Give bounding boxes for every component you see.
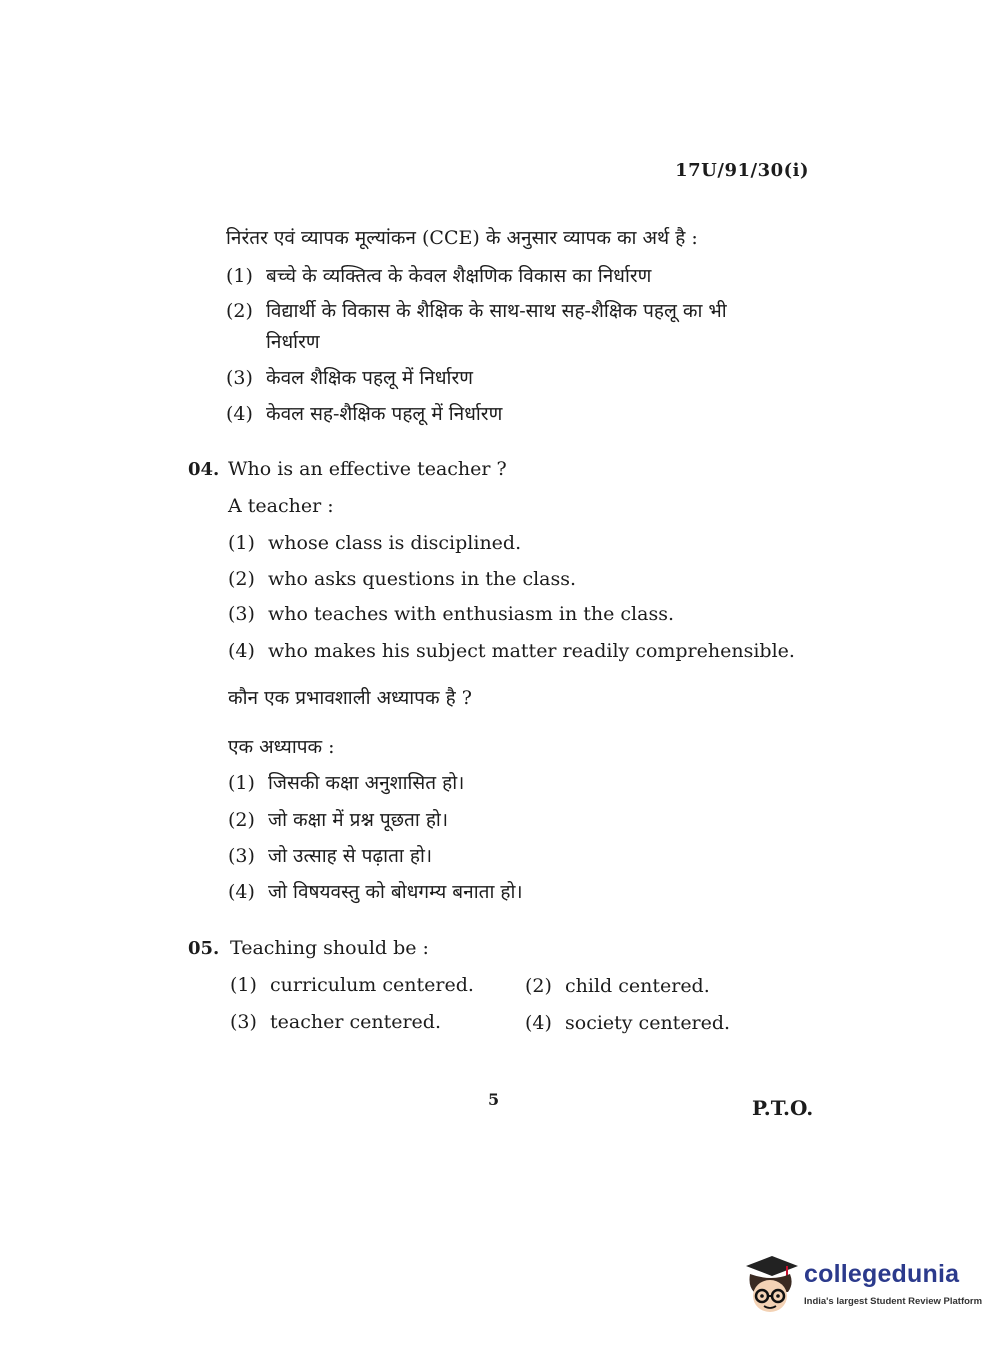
q03-option-4: (4) केवल सह-शैक्षिक पहलू में निर्धारण [226,403,503,425]
q05-stem: Teaching should be : [230,937,429,959]
q05-number: 05. [188,938,220,959]
q04-option-4: (4) who makes his subject matter readily comprehensible. [228,640,795,662]
q04-hindi-option-1: (1) जिसकी कक्षा अनुशासित हो। [228,772,465,794]
logo-tagline: India's largest Student Review Platform [804,1296,983,1307]
q04-hindi-option-3: (3) जो उत्साह से पढ़ाता हो। [228,845,433,867]
q04-option-2: (2) who asks questions in the class. [228,568,577,590]
q04-hindi-option-2: (2) जो कक्षा में प्रश्न पूछता हो। [228,809,449,831]
q04-hindi-stem: कौन एक प्रभावशाली अध्यापक है ? [228,687,472,709]
logo-name: collegedunia [804,1260,960,1288]
q04-hindi-lead: एक अध्यापक : [228,736,335,758]
q03-option-2: (2) विद्यार्थी के विकास के शैक्षिक के साथ-साथ सह-शैक्षिक पहलू का भी [226,300,727,322]
q04-number: 04. [188,459,220,480]
page-number: 5 [488,1090,500,1109]
q05-option-3: (3) teacher centered. [230,1011,441,1033]
q05-option-4: (4) society centered. [525,1012,731,1034]
q04-option-3: (3) who teaches with enthusiasm in the class. [228,603,674,625]
student-mascot-icon [742,1252,800,1318]
q03-option-1: (1) बच्चे के व्यक्तित्व के केवल शैक्षणिक विकास का निर्धारण [226,265,652,287]
q04-hindi-option-4: (4) जो विषयवस्तु को बोधगम्य बनाता हो। [228,881,523,903]
pto-label: P.T.O. [752,1096,814,1120]
q03-option-2-continued: निर्धारण [266,331,320,353]
q04-stem: Who is an effective teacher ? [228,458,507,480]
q03-option-3: (3) केवल शैक्षिक पहलू में निर्धारण [226,367,473,389]
paper-code: 17U/91/30(i) [675,160,809,181]
q03-hindi-stem: निरंतर एवं व्यापक मूल्यांकन (CCE) के अनुसार व्यापक का अर्थ है : [226,227,698,249]
q05-option-2: (2) child centered. [525,975,710,997]
collegedunia-logo [742,1252,983,1322]
q04-lead: A teacher : [228,495,334,517]
q05-option-1: (1) curriculum centered. [230,974,474,996]
q04-option-1: (1) whose class is disciplined. [228,532,522,554]
